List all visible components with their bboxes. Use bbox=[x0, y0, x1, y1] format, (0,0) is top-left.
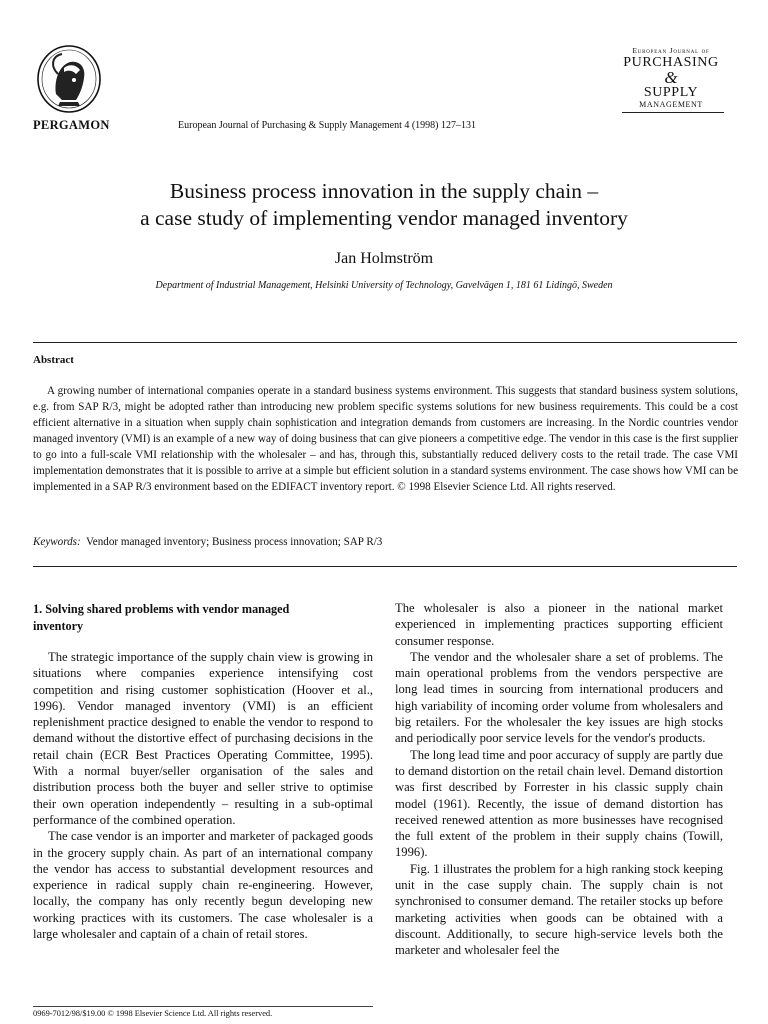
abstract-body: A growing number of international companies operate in a standard business systems environment. This suggests that standard business system solutions, e.g. from SAP R/3, might be adopted rather than introducing new problem specific systems solutions for new business requirements. This could be a cost efficient alternative in a situation when supply chain sophistication and integration demands from customers are increasing. In the Nordic countries vendor managed inventory (VMI) is an example of a new way of doing business that can give pioneers a competitive edge. The vendor in this case is the first supplier to go into a full-scale VMI relationship with the wholesaler – and has, through this, substantially reduced delivery costs to the retail trade. The case VMI implementation demonstrates that it is possible to arrive at a simple but efficient solution in a standard systems environment. The case shows how VMI can be implemented in a SAP R/3 environment based on the EDIFACT inventory report. © 1998 Elsevier Science Ltd. All rights reserved. bbox=[33, 385, 738, 493]
journal-logo-line3: & bbox=[664, 68, 678, 87]
paper-title bbox=[40, 178, 728, 232]
paragraph: The strategic importance of the supply chain view is growing in situations where companies experience intensifying cost competition and rising customer sophistication (Hoover et al., 1996). Vendor managed inventory (VMI) is an efficient replenishment practice designed to enable the vendor to respond to demand without the distortive effect of purchasing decisions in the retail chain (ECR Best Practices Operating Committee, 1995). With a normal buyer/seller organisation of the sales and distribution process both the buyer and seller strive to optimise their own operation independently – resulting in a sub-optimal performance of the combined operation. bbox=[33, 650, 373, 827]
journal-logo-line1: European Journal of bbox=[632, 46, 710, 55]
divider-bottom bbox=[33, 566, 737, 567]
paragraph: The vendor and the wholesaler share a set of problems. The main operational problems from the vendors perspective are long lead times in sourcing from international producers and high variability of incoming order volume from wholesalers and big retailers. For the wholesaler the key issues are high stocks and periodically poor service levels for the vendor's products. bbox=[395, 649, 723, 746]
journal-logo-line2: PURCHASING bbox=[623, 55, 719, 70]
paper-title-line2: a case study of implementing vendor managed inventory bbox=[140, 206, 628, 230]
journal-logo-line5: MANAGEMENT bbox=[639, 100, 703, 109]
keywords-text: Vendor managed inventory; Business process innovation; SAP R/3 bbox=[86, 536, 383, 548]
author-affiliation: Department of Industrial Management, Helsinki University of Technology, Gavelvägen 1, 181 61 Lidingö, Sweden bbox=[155, 280, 613, 291]
right-column bbox=[395, 600, 723, 959]
paragraph: The wholesaler is also a pioneer in the national market experienced in implementing practices supporting efficient consumer response. bbox=[395, 601, 723, 648]
divider-top bbox=[33, 342, 737, 343]
paragraph: The case vendor is an importer and marketer of packaged goods in the grocery supply chain. As part of an international company the vendor has access to substantial development resources and experience in radical supply chain re-engineering. However, locally, the company has only recently begun developing new working practices with its customers. The case wholesaler is a large wholesaler and captain of a chain of retail stores. bbox=[33, 829, 373, 942]
copyright-footer: 0969-7012/98/$19.00 © 1998 Elsevier Science Ltd. All rights reserved. bbox=[33, 1009, 273, 1018]
keywords-label: Keywords: bbox=[33, 536, 81, 548]
author-name: Jan Holmström bbox=[334, 250, 434, 267]
journal-logo-line4: SUPPLY bbox=[643, 85, 699, 100]
journal-citation: European Journal of Purchasing & Supply Management 4 (1998) 127–131 bbox=[178, 120, 477, 131]
paper-title-line1: Business process innovation in the supply chain – bbox=[169, 179, 599, 203]
keywords-line bbox=[33, 536, 382, 548]
abstract-heading: Abstract bbox=[33, 354, 74, 366]
section-heading: 1. Solving shared problems with vendor managed inventory bbox=[33, 602, 290, 633]
journal-logo-rule bbox=[622, 112, 724, 113]
left-column bbox=[33, 649, 373, 942]
footer-rule bbox=[33, 1006, 373, 1007]
paragraph: The long lead time and poor accuracy of supply are partly due to demand distortion on the retail chain level. Demand distortion was first described by Forrester in his classic supply chain model (1961). Recently, the issue of demand distortion has received renewed attention as more businesses have recognised the full extent of the problem in their supply chains (Towill, 1996). bbox=[395, 747, 723, 860]
publisher-name: PERGAMON bbox=[33, 118, 110, 132]
paragraph: Fig. 1 illustrates the problem for a high ranking stock keeping unit in the case supply chain. The supply chain is not synchronised to consumer demand. The retailer stocks up before marketing activities when goods can be obtained with a discount. Additionally, to secure high-service levels both the marketer and wholesaler feel the bbox=[395, 861, 723, 958]
publisher-logo bbox=[36, 44, 102, 114]
journal-logo bbox=[618, 46, 724, 113]
